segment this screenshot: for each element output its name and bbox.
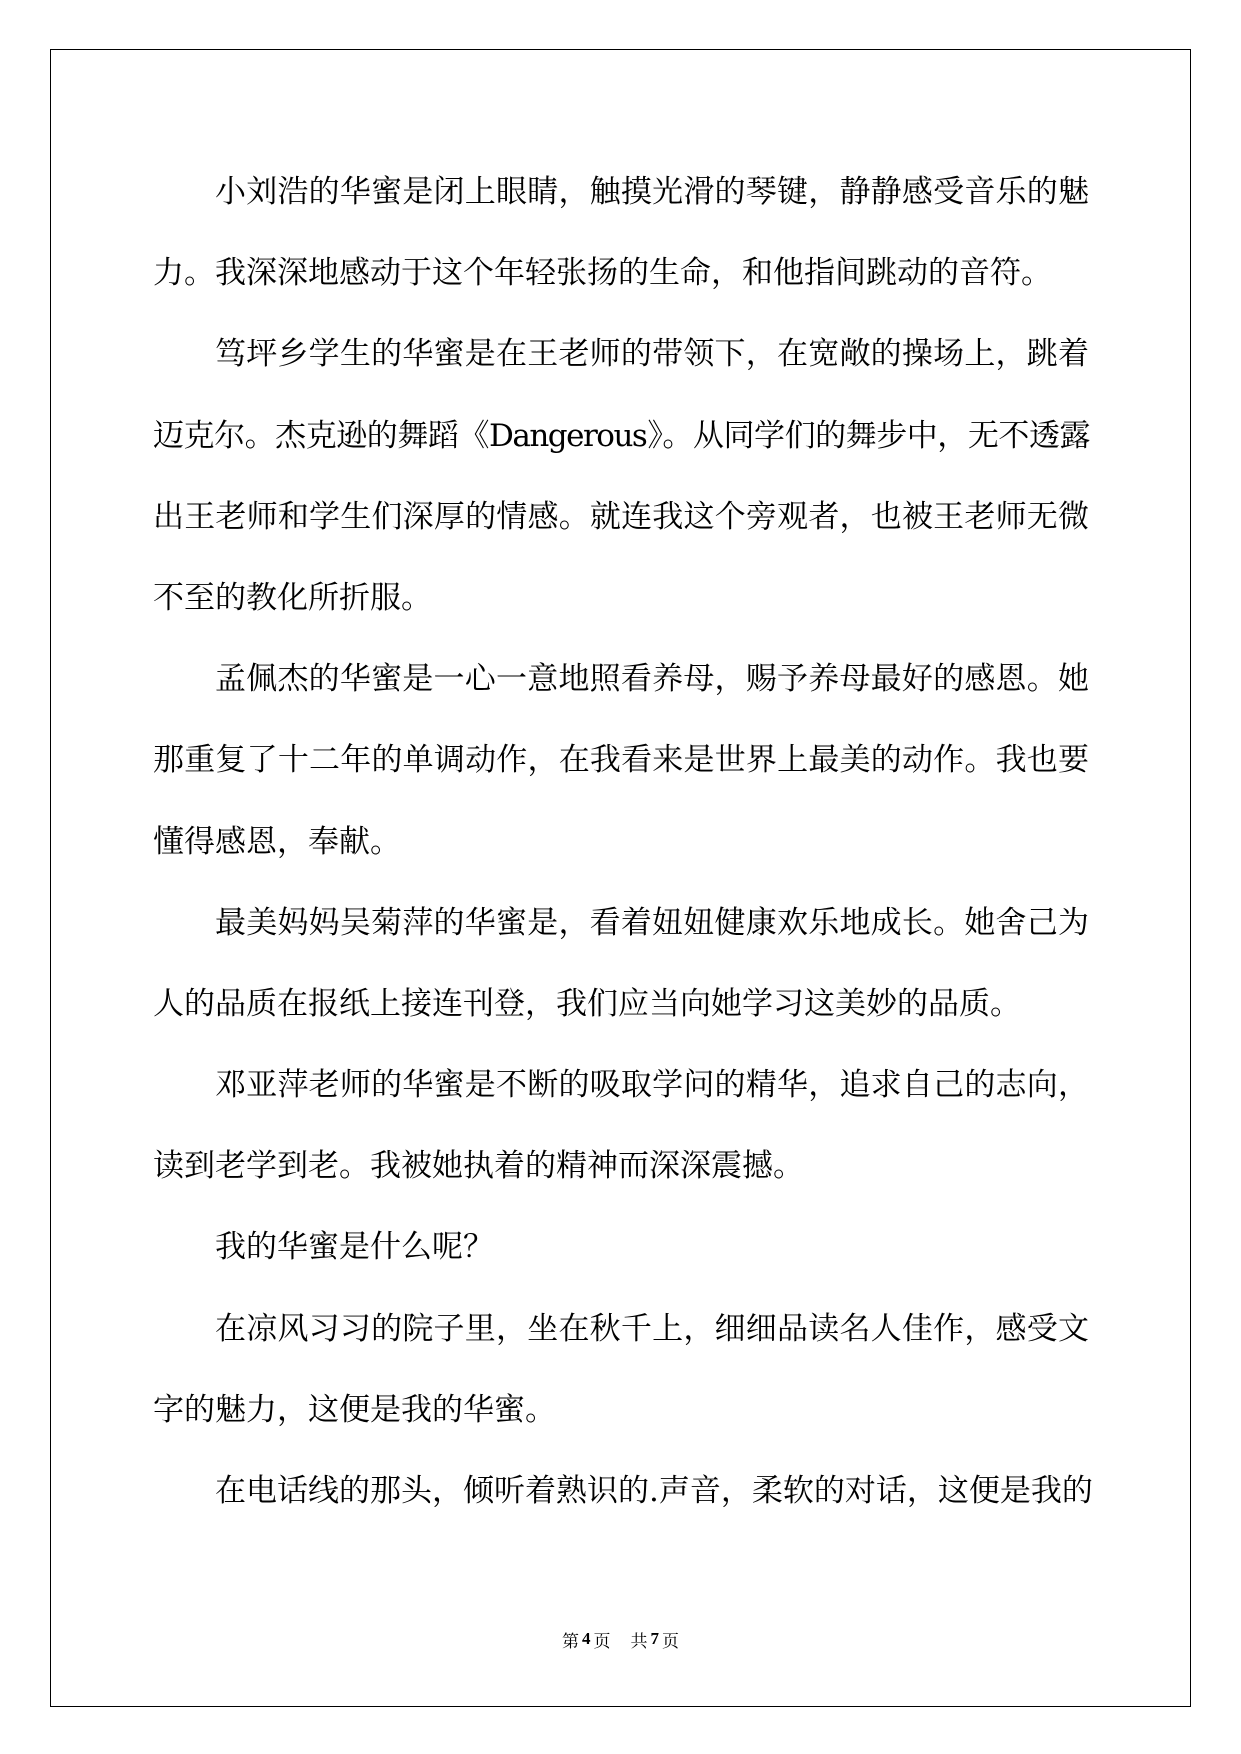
text-line: 迈克尔。杰克逊的舞蹈《Dangerous》。从同学们的舞步中，无不透露 [153,417,1089,454]
text-line: 邓亚萍老师的华蜜是不断的吸取学问的精华，追求自己的志向， [215,1067,1089,1104]
paragraph [153,1289,1089,1451]
text-line: 小刘浩的华蜜是闭上眼睛，触摸光滑的琴键，静静感受音乐的魅 [215,174,1089,210]
text-line: 力。我深深地感动于这个年轻张扬的生命，和他指间跳动的音符。 [153,255,1052,292]
text-line: 出王老师和学生们深厚的情感。就连我这个旁观者，也被王老师无微 [153,498,1089,535]
text-line: 字的魅力，这便是我的华蜜。 [153,1391,556,1428]
total-pages-suffix: 页 [662,1631,679,1651]
text-line: 我的华蜜是什么呢？ [215,1229,494,1266]
paragraph [153,1045,1089,1207]
total-pages-prefix: 共 [630,1631,648,1651]
text-line: 读到老学到老。我被她执着的精神而深深震撼。 [153,1148,804,1185]
page-number-suffix: 页 [593,1631,611,1651]
text-line: 人的品质在报纸上接连刊登，我们应当向她学习这美妙的品质。 [153,985,1021,1022]
page-footer [0,1626,1241,1652]
paragraph [153,883,1089,1045]
text-line: 在凉风习习的院子里，坐在秋千上，细细品读名人佳作，感受文 [215,1310,1089,1347]
text-line: 在电话线的那头，倾听着熟识的.声音，柔软的对话，这便是我的 [215,1473,1093,1509]
current-page-number: 4 [582,1629,591,1648]
text-line: 孟佩杰的华蜜是一心一意地照看养母，赐予养母最好的感恩。她 [215,661,1089,698]
paragraph [153,1451,1093,1532]
text-line: 笃坪乡学生的华蜜是在王老师的带领下，在宽敞的操场上，跳着 [215,336,1089,373]
paragraph [153,314,1089,639]
text-line: 不至的教化所折服。 [153,579,432,616]
paragraph [153,152,1089,314]
paragraph [153,1207,1089,1288]
text-line: 那重复了十二年的单调动作，在我看来是世界上最美的动作。我也要 [153,742,1089,779]
document-body [153,152,1093,1532]
page-number-prefix: 第 [562,1631,579,1651]
text-line: 最美妈妈吴菊萍的华蜜是，看着妞妞健康欢乐地成长。她舍己为 [215,904,1089,941]
total-pages-number: 7 [650,1629,659,1648]
paragraph [153,639,1089,883]
text-line: 懂得感恩，奉献。 [153,823,401,860]
